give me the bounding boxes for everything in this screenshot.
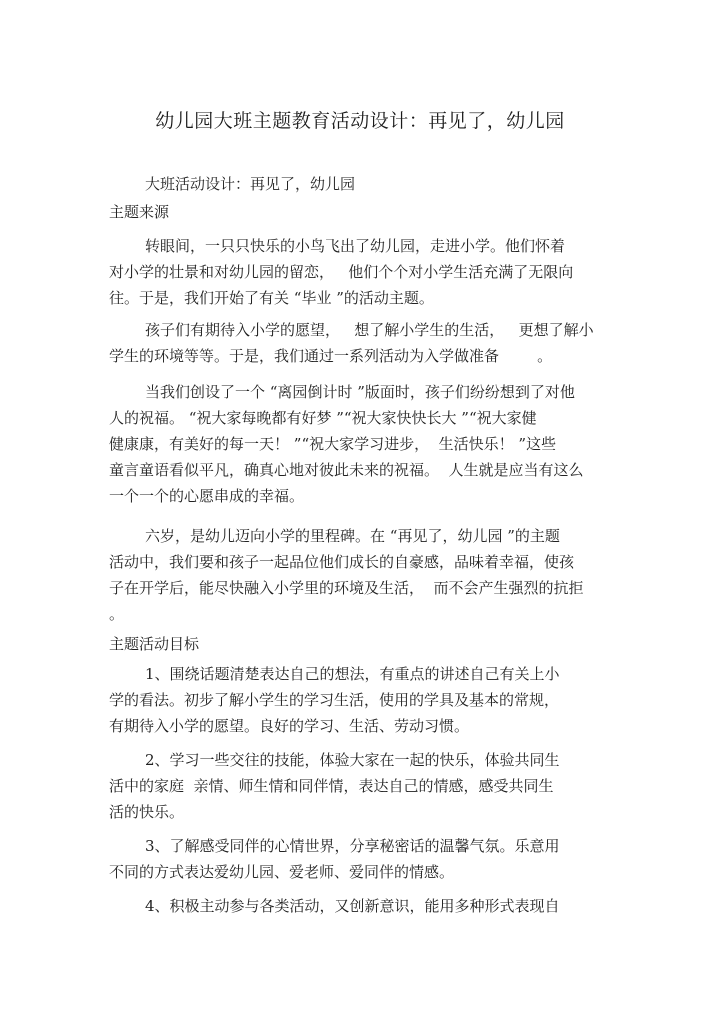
- goal-line: 1、围绕话题清楚表达自己的想法，有重点的讲述自己有关上小: [145, 665, 560, 683]
- goal-line: 活的快乐。: [109, 803, 185, 821]
- goal-line: 学的看法。初步了解小学生的学习生活，使用的学具及基本的常规，: [109, 691, 560, 709]
- section-heading-goals: 主题活动目标: [109, 635, 200, 653]
- subtitle: 大班活动设计：再见了，幼儿园: [145, 175, 356, 193]
- paragraph-line: 当我们创设了一个 “离园倒计时 ”版面时，孩子们纷纷想到了对他: [145, 383, 575, 401]
- goal-line: 4、积极主动参与各类活动，又创新意识，能用多种形式表现自: [145, 897, 560, 915]
- paragraph-line: 。: [109, 605, 125, 623]
- section-heading-source: 主题来源: [109, 203, 170, 221]
- goal-line: 活中的家庭 亲情、师生情和同伴情，表达自己的情感，感受共同生: [109, 777, 554, 795]
- paragraph-line: 活动中，我们要和孩子一起品位他们成长的自豪感，品味着幸福，使孩: [109, 553, 575, 571]
- goal-line: 有期待入小学的愿望。良好的学习、生活、劳动习惯。: [109, 717, 470, 735]
- paragraph-line: 健康康，有美好的每一天！ ”“祝大家学习进步， 生活快乐！ ”这些: [109, 435, 557, 453]
- paragraph-line: 一个一个的心愿串成的幸福。: [109, 487, 305, 505]
- paragraph-line: 六岁，是幼儿迈向小学的里程碑。在 “再见了，幼儿园 ”的主题: [145, 527, 560, 545]
- paragraph-line: 人的祝福。 “祝大家每晚都有好梦 ”“祝大家快快长大 ”“祝大家健: [109, 409, 537, 427]
- paragraph-line: 对小学的壮景和对幼儿园的留恋， 他们个个对小学生活充满了无限向: [109, 263, 574, 281]
- document-title: 幼儿园大班主题教育活动设计：再见了，幼儿园: [155, 110, 565, 132]
- goal-line: 2、学习一些交往的技能，体验大家在一起的快乐，体验共同生: [145, 751, 560, 769]
- paragraph-line: 学生的环境等等。于是，我们通过一系列活动为入学做准备 。: [109, 347, 553, 365]
- paragraph-line: 转眼间，一只只快乐的小鸟飞出了幼儿园，走进小学。他们怀着: [145, 237, 566, 255]
- paragraph-line: 童言童语看似平凡，确真心地对彼此未来的祝福。 人生就是应当有这么: [109, 461, 584, 479]
- paragraph-line: 子在开学后，能尽快融入小学里的环境及生活， 而不会产生强烈的抗拒: [109, 579, 584, 597]
- paragraph-line: 孩子们有期待入小学的愿望， 想了解小学生的生活， 更想了解小: [145, 321, 594, 339]
- goal-line: 不同的方式表达爱幼儿园、爱老师、爱同伴的情感。: [109, 863, 455, 881]
- goal-line: 3、了解感受同伴的心情世界，分享秘密话的温馨气氛。乐意用: [145, 837, 560, 855]
- paragraph-line: 往。于是，我们开始了有关 “毕业 ”的活动主题。: [109, 289, 434, 307]
